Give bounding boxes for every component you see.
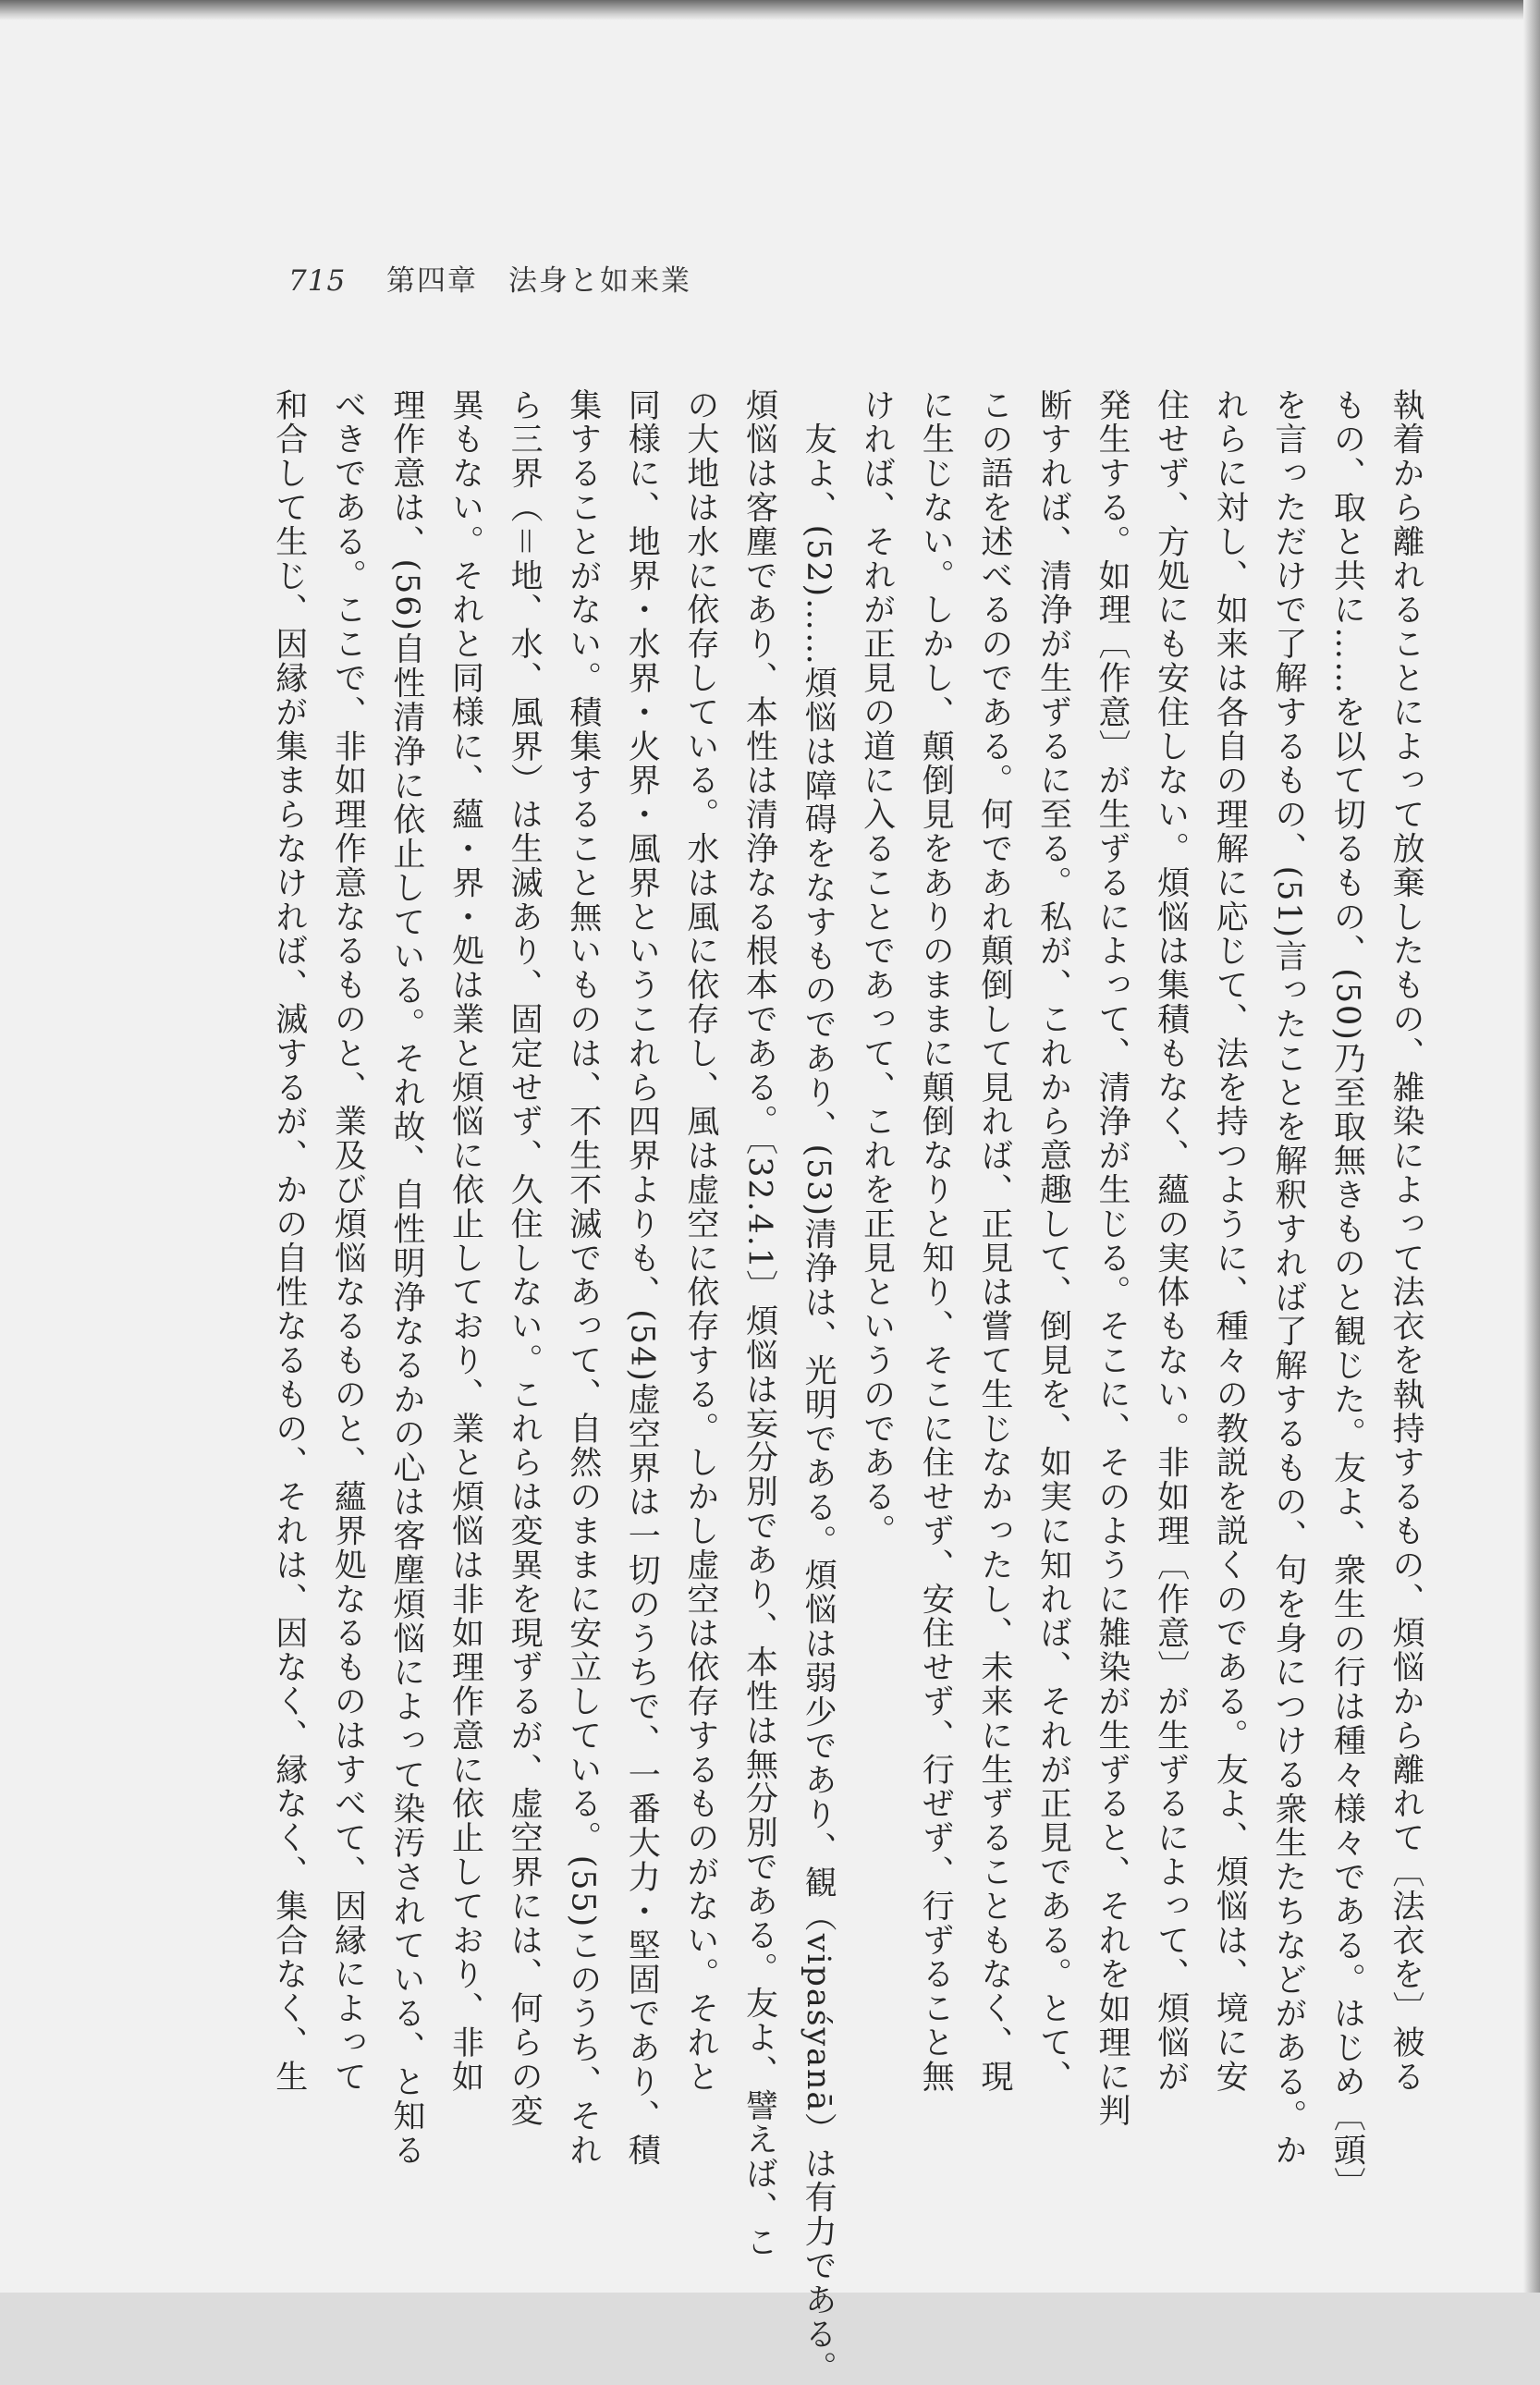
text-column: れらに対し、如来は各自の理解に応じて、法を持つように、種々の教説を説くのである。友よ、煩悩は、境に安 (1211, 388, 1249, 2094)
scan-edge-top (0, 0, 1540, 20)
text-column: 発生する。如理〔作意〕が生ずるによって、清浄が生じる。そこに、そのように雑染が生ずると、それを如理に判 (1094, 388, 1131, 2128)
text-column: 異もない。それと同様に、蘊・界・処は業と煩悩に依止しており、業と煩悩は非如理作意に依止しており、非如 (446, 388, 484, 2094)
text-column: を言っただけで了解するもの、(51)言ったことを解釈すれば了解するもの、句を身につける衆生たちなどがある。か (1269, 388, 1307, 2168)
running-header (288, 257, 691, 298)
text-column: に生じない。しかし、顛倒見をありのままに顛倒なりと知り、そこに住せず、安住せず、行ぜず、行ずること無 (917, 388, 955, 2094)
vertical-body-text (261, 388, 1435, 2385)
scan-edge-right (1523, 0, 1540, 2293)
text-column: 煩悩は客塵であり、本性は清浄なる根本である。〔32.4.1〕煩悩は妄分別であり、本性は無分別である。友よ、譬えば、こ (740, 388, 778, 2260)
text-column: この語を述べるのである。何であれ顛倒して見れば、正見は嘗て生じなかったし、未来に生ずることもなく、現 (975, 388, 1013, 2094)
text-column: べきである。ここで、非如理作意なるものと、業及び煩悩なるものと、蘊界処なるものはすべて、因縁によって (329, 388, 367, 2094)
chapter-title: 第四章 法身と如来業 (386, 264, 692, 298)
text-column: 理作意は、(56)自性清浄に依止している。それ故、自性明浄なるかの心は客塵煩悩によって染汚されている、と知る (387, 388, 425, 2168)
text-column: もの、取と共に……を以て切るもの、(50)乃至取無きものと観じた。友よ、衆生の行は種々様々である。はじめ〔頭〕 (1328, 388, 1366, 2202)
text-column: 友よ、(52)……煩悩は障碍をなすものであり、(53)清浄は、光明である。煩悩は弱少であり、観（vipaśyanā）は有力である。 (800, 388, 837, 2385)
text-column: 住せず、方処にも安住しない。煩悩は集積もなく、蘊の実体もない。非如理〔作意〕が生ずるによって、煩悩が (1152, 388, 1190, 2094)
text-column: ければ、それが正見の道に入ることであって、これを正見というのである。 (858, 388, 896, 1548)
page-number: 715 (288, 264, 347, 298)
text-column: ら三界（＝地、水、風界）は生滅あり、固定せず、久住しない。これらは変異を現ずるが、虚空界には、何らの変 (506, 388, 544, 2128)
text-column: 集することがない。積集すること無いものは、不生不滅であって、自然のままに安立している。(55)このうち、それ (564, 388, 602, 2168)
text-column: の大地は水に依存している。水は風に依存し、風は虚空に依存する。しかし虚空は依存するものがない。それと (681, 388, 719, 2094)
text-column: 断すれば、清浄が生ずるに至る。私が、これから意趣して、倒見を、如実に知れば、それが正見である。とて、 (1034, 388, 1072, 2094)
text-column: 同様に、地界・水界・火界・風界というこれら四界よりも、(54)虚空界は一切のうちで、一番大力・堅固であり、積 (623, 388, 661, 2168)
text-column: 執着から離れることによって放棄したもの、雑染によって法衣を執持するもの、煩悩から離れて〔法衣を〕被る (1387, 388, 1424, 2094)
text-column: 和合して生じ、因縁が集まらなければ、滅するが、かの自性なるもの、それは、因なく、縁なく、集合なく、生 (270, 388, 308, 2094)
